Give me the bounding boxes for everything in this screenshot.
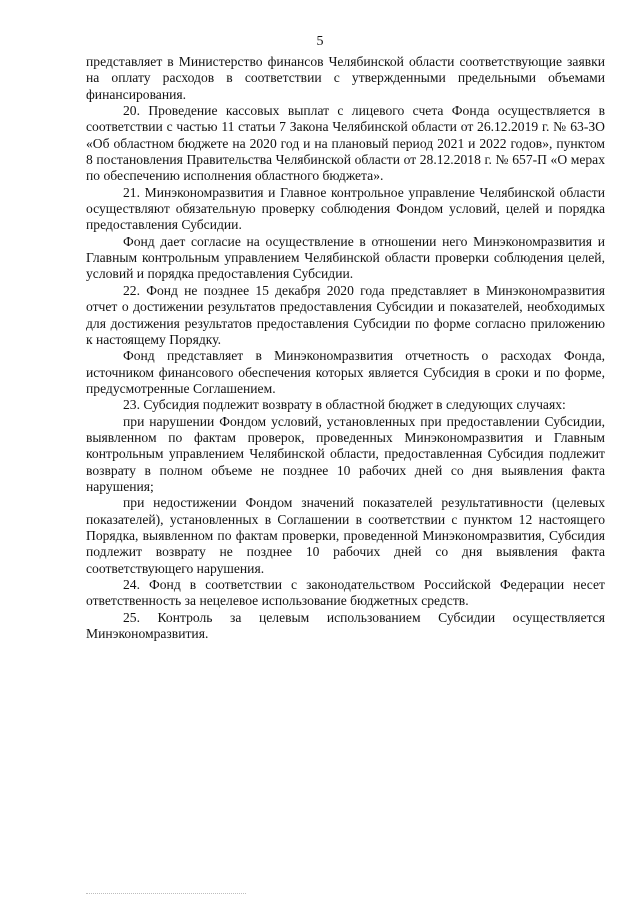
paragraph-clause-22: 22. Фонд не позднее 15 декабря 2020 года представляет в Минэкономразвития отчет о достижении результатов предоставления Субсидии и показателей, необходимых для достижения результатов предоставления Субсидии по форме согласно приложению к настоящему Порядку. xyxy=(86,282,605,347)
page-number: 5 xyxy=(316,34,324,49)
paragraph-indicator-case: при недостижении Фондом значений показателей результативности (целевых показателей), установленных в Соглашении в соответствии с пунктом 12 настоящего Порядка, выявленном по фактам проверки, проведенной Минэкономразвития, Субсидия подлежит возврату не позднее 10 рабочих дней со дня выявления факта соответствующего нарушения. xyxy=(86,495,605,576)
paragraph-clause-25: 25. Контроль за целевым использованием Субсидии осуществляется Минэкономразвития. xyxy=(86,609,605,642)
paragraph-clause-23: 23. Субсидия подлежит возврату в областной бюджет в следующих случаях: xyxy=(123,397,566,413)
paragraph-clause-24: 24. Фонд в соответствии с законодательством Российской Федерации несет ответственность за нецелевое использование бюджетных средств. xyxy=(86,577,605,609)
document-body xyxy=(86,54,605,642)
paragraph-violation-case: при нарушении Фондом условий, установленных при предоставлении Субсидии, выявленном по фактам проверок, проведенных Минэкономразвития и Главным контрольным управлением Челябинской области, предоставленная Субсидия подлежит возврату в полном объеме не позднее 10 рабочих дней со дня выявления факта нарушения; xyxy=(86,413,605,494)
paragraph-clause-21: 21. Минэкономразвития и Главное контрольное управление Челябинской области осуществляют обязательную проверку соблюдения Фондом условий, целей и порядка предоставления Субсидии. xyxy=(86,184,605,233)
paragraph-clause-20: 20. Проведение кассовых выплат с лицевого счета Фонда осуществляется в соответствии с частью 11 статьи 7 Закона Челябинской области от 26.12.2019 г. № 63-ЗО «Об областном бюджете на 2020 год и на плановый период 2021 и 2022 годов», пунктом 8 постановления Правительства Челябинской области от 28.12.2018 г. № 657-П «О мерах по обеспечению исполнения областного бюджета». xyxy=(86,103,605,184)
paragraph-continuation: представляет в Министерство финансов Челябинской области соответствующие заявки на оплату расходов в соответствии с утвержденными предельными объемами финансирования. xyxy=(86,54,605,102)
footer-rule xyxy=(86,893,246,894)
paragraph-fund-reporting: Фонд представляет в Минэкономразвития отчетность о расходах Фонда, источником финансового обеспечения которых является Субсидия в сроки и по форме, предусмотренные Соглашением. xyxy=(86,348,605,396)
paragraph-fund-consent: Фонд дает согласие на осуществление в отношении него Минэкономразвития и Главным контрольным управлением Челябинской области проверки соблюдения целей, условий и порядка предоставления Субсидии. xyxy=(86,233,605,282)
